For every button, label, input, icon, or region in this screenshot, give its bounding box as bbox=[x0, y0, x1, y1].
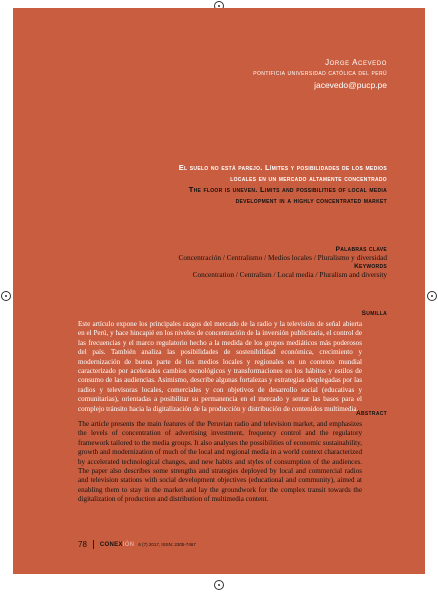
journal-meta: 6 (7) 2017, ISSN: 2305-7467 bbox=[138, 542, 196, 547]
author-email[interactable]: jacevedo@pucp.pe bbox=[314, 80, 387, 90]
article-titles bbox=[87, 162, 387, 206]
page-number: 78 bbox=[78, 540, 87, 549]
keywords-es-text: Concentración / Centralismo / Medios locales / Pluralismo y diversidad bbox=[178, 253, 387, 262]
keywords-en-label: Keywords bbox=[354, 263, 387, 270]
registration-mark-icon bbox=[1, 291, 11, 301]
title-es-line1: El suelo no está parejo. Límites y posibilidades de los medios bbox=[178, 163, 387, 172]
journal-name bbox=[100, 542, 134, 548]
registration-mark-icon bbox=[427, 291, 437, 301]
title-en-line2: development in a highly concentrated market bbox=[235, 196, 387, 205]
author-block bbox=[253, 58, 387, 90]
footer-divider bbox=[93, 540, 94, 549]
registration-mark-icon bbox=[214, 580, 224, 590]
title-es-line2: locales en un mercado altamente concentrado bbox=[230, 174, 387, 183]
abstract-heading: Abstract bbox=[356, 410, 387, 417]
keywords-en-text: Concentration / Centralism / Local media / Pluralism and diversity bbox=[192, 270, 387, 279]
title-en-line1: The floor is uneven. Limits and possibilities of local media bbox=[188, 185, 387, 194]
journal-name-b: IÓN bbox=[122, 541, 135, 548]
keywords-block bbox=[87, 246, 387, 280]
abstract-text: The article presents the main features of the Peruvian radio and television market, and emphasizes the levels of concentration of advertising investment, frequency control and the regulatory framework tailored to the media groups. It also analyses the possibilities of economic sustainability, growth and modernization of much of the local and regional media in a world context characterized by accelerated technological changes, and new habits and styles of consumption of the audiences. The paper also describes some strengths and strategies deployed by local and commercial radios and television stations with social development objectives (educational and community), aimed at enabling them to stay in the market and lay the groundwork for the complex transit towards the digitalization of production and distribution of multimedia content. bbox=[78, 420, 362, 504]
sumilla-text: Este artículo expone los principales rasgos del mercado de la radio y la televisión de señal abierta en el Perú, y hace hincapié en los niveles de concentración de la inversión publicitaria, el control de las frecuencias y el marco regulatorio hecho a la medida de los grupos mediáticos más poderosos del país. También analiza las posibilidades de sostenibilidad económica, crecimiento y modernización de buena parte de los medios locales y regionales en un contexto mundial caracterizado por acelerados cambios tecnológicos y transformaciones en los hábitos y estilos de consumo de las audiencias. Asimismo, describe algunas fortalezas y estrategias desplegadas por las radios y televisoras locales, comerciales y con objetivos de desarrollo social (educativas y comunitarias), orientadas a posibilitar su permanencia en el mercado y sentar las bases para el complejo tránsito hacia la digitalización de la producción y distribución de contenidos multimedia. bbox=[78, 320, 362, 413]
author-name: Jorge Acevedo bbox=[325, 58, 387, 67]
sumilla-heading: Sumilla bbox=[361, 310, 387, 317]
keywords-es-label: Palabras clave bbox=[335, 246, 387, 253]
page-footer bbox=[78, 540, 196, 549]
author-institution: pontificia universidad católica del perú bbox=[253, 70, 387, 77]
journal-name-a: CONEX bbox=[99, 541, 123, 548]
